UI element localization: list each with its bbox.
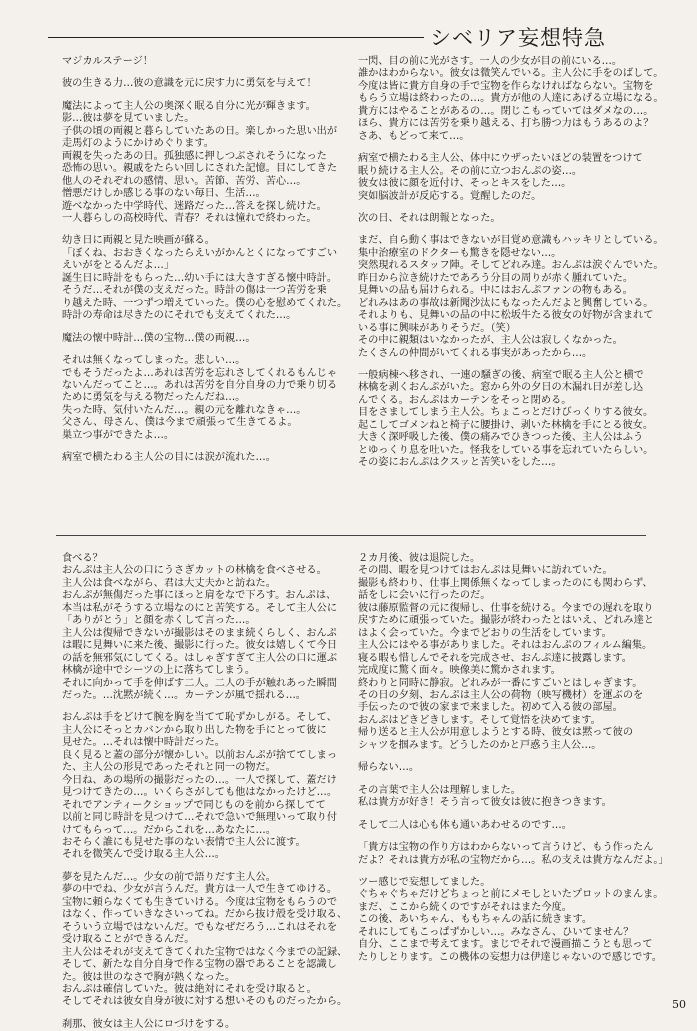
lower-right-column	[358, 553, 678, 1013]
paragraph: おんぷは手をどけて腕を胸を当てて恥ずかしがる。そして、 主人公にそっとカバンから取り出した物を手にとって彼に 見せた。…それは懐中時計だった。 良く見ると蓋の部分が懐かしい。以前おんぷが捨ててしまっ た、主人公の形見であったそれと同一の物だ。 今日ね、あの場所の撮影だったの…。一人で探して、蓋だけ 見つけてきたの…。いくらさがしても他はなかったけど…。 それでアンティークショップで同じものを前から探してて 以前と同じ時計を見つけて…それで急いで無理いって取り付 けてもらって…。だからこれを…あなたに…。 おそらく誰にも見せた事のない表情で主人公に渡す。 それを微笑んで受け取る主人公…。	[62, 712, 338, 861]
paragraph: 帰らない…。	[358, 762, 420, 774]
paragraph: 病室で横たわる主人公、体中にウザったいほどの装置をつけて 眠り続ける主人公。その前に立つおんぷの姿…。 彼女は彼に顔を近付け、そっとキスをした…。 突如脳波計が反応する。覚醒したのだ。	[358, 153, 643, 202]
section-divider	[56, 535, 646, 536]
paragraph: 病室で横たわる主人公の目には涙が流れた…。	[62, 452, 276, 464]
lower-left-column	[62, 553, 354, 1030]
paragraph: 刹那、彼女は主人公にロづけをする。	[62, 1018, 236, 1030]
paragraph: 食べる？ おんぷは主人公の口にうさぎカットの林檎を食べさせる。 主人公は食べながら、君は大丈夫かと訪ねた。 おんぷが無傷だった事にほっと肩をなで下ろす。おんぷは、 本当は私がそうする立場なのにと苦笑する。そして主人公に 「ありがとう」と顔を赤くして言った…。 主人公は復帰できないが撮影はそのまま続くらしく、おんぷ は暇に見舞いに来た後、撮影に行った。彼女は嬉しくて今日 の話を無邪気にしてくる。はしゃぎすぎて主人公の口に運ぶ 林檎が途中でシーツの上に落ちてしまう。 それに向かって手を伸ばす二人。二人の手が触れあった瞬間 だった。…沈黙が続く…。カーテンが風で揺れる…。	[62, 553, 338, 701]
upper-left-column	[62, 56, 352, 526]
paragraph: ツー感じで妄想してました。 ぐちゃぐちゃだけどちょっと前にメモしといたプロットのまんま。 まだ、ここから続くのですがそれはまた今度。 この後、あいちゃん、ももちゃんの話に続きます。 それにしてもこっぱずかしい…。みなさん、ひいてません？ 自分、ここまで考えてます。まじでそれで漫画描こうとも思って たりしとります。この機体の妄想力は伊達じゃないので感じです。	[358, 876, 664, 963]
page-title: シベリア妄想特急	[430, 26, 606, 50]
paragraph: そして二人は心も体も通いあわせるのです…。	[358, 819, 572, 831]
paragraph: 彼の生きる力…彼の意識を元に戻す力に勇気を与えて！	[62, 78, 317, 90]
page-number: 50	[672, 998, 686, 1011]
paragraph: 次の日、それは朗報となった。	[358, 212, 501, 224]
title-rule	[48, 37, 424, 38]
paragraph: 「貴方は宝物の作り方はわからないって言うけど、もう作ったん だよ？それは貴方が私の宝物だから…。私の支えは貴方なんだよ。」	[358, 842, 669, 866]
paragraph: それは無くなってしまった。悲しい…。 でもそうだったよ…あれは苦労を忘れさしてくれるもんじゃ ないんだってこと…。あれは苦労を自分自身の力で乗り切る ために勇気を与える物だったんだね…。 失った時、気付いたんだ…。親の元を離れなきゃ…。 父さん、母さん、僕は今まで頑張って生きてるよ。 巣立つ事ができたよ…。	[62, 355, 338, 441]
paragraph: 魔法によって主人公の奥深く眠る自分に光が輝きます。 影…彼は夢を見ていました。 子供の頃の両親と暮らしていたあの日。楽しかった思い出が 走馬灯のようにかけめぐります。 両親を失ったあの日。孤独感に押しつぶされそうになった 恐怖の思い。親戚をたらい回しにされた記憶。目にしてきた 他人のそれぞれの感情、思い。苦節、苦労、苦心…。 憎悪だけしか感じる事のない毎日、生活…。 遊べなかった中学時代、迷路だった…答えを探し続けた。 一人暮らしの高校時代、青春？それは憧れで終わった。	[62, 100, 338, 224]
paragraph: その言葉で主人公は理解しました。 私は貴方が好き！そう言って彼女は彼に抱きつきます。	[358, 784, 612, 809]
paragraph: マジカルステージ！	[62, 56, 153, 67]
paragraph: 一閃、目の前に光がさす。一人の少女が目の前にいる…。 誰かはわからない。彼女は微笑んでいる。主人公に手をのばして。 今度は皆に貴方自身の手で宝物を作らなければならない。宝物を もらう立場は終わったの…。貴方が他の人達にあげる立場になる。 貴方にはやることがあるの…。閉じこもっていてはダメなの…。 ほら、貴方には苦労を乗り越える、打ち勝つ力はもうあるのよ？ さあ、もどって来て…。	[358, 56, 664, 142]
paragraph: 夢を見たんだ…。少女の前で語りだす主人公。 夢の中でね、少女が言うんだ。貴方は一人で生きてゆける。 宝物に頼らなくても生きていける。今度は宝物をもらうので はなく、作っていきなさいってね。だから抜け殻を受け取る、 そういう立場ではないんだ。でもなぜだろう…これはそれを 受け取ることができるんだ。 主人公はそれが支えてきてくれた宝物ではなく今までの記録、 そして、新たな自分自身で作る宝物の器であることを認識し た。彼は世のなさで胸が熱くなった。 おんぷは確信していた。彼は絶対にそれを受け取ると。 そしてそれは彼女自身が彼に対する想いそのものだったから。	[62, 871, 348, 1008]
upper-right-column	[358, 56, 678, 526]
paragraph: ２カ月後、彼は退院した。 その間、暇を見つけてはおんぷは見舞いに訪れていた。 撮影も終わり、仕事上関係無くなってしまったのにも関わらず、 話をしに会いに行ったのだ。 彼は藤原監督の元に復帰し、仕事を続ける。今までの遅れを取り 戻すために頑張っていた。撮影が終わったとはいえ、どれみ達と はよく会っていた。今までどおりの生活をしています。 主人公にはやる事がありました。それはおんぷのフィルム編集。 寝る暇も惜しんでそれを完成させ、おんぷ達に披露します。 完成度に驚く面々。映像美に驚かされます。 終わりと同時に静寂。どれみが一番にすごいとはしゃぎます。 その日の夕刻、おんぷは主人公の荷物（映写機材）を運ぶのを 手伝ったので彼の家まで来ました。初めて入る彼の部屋。 おんぷはどきどきします。そして覚悟を決めてます。 帰り送ると主人公が用意しようとする時、彼女は黙って彼の シャツを掴みます。どうしたのかと戸惑う主人公…。	[358, 553, 654, 751]
paragraph: 幼き日に両親と見た映画が蘇る。 「ぼくね、おおきくなったらえいがかんとくになってすごい えいがをとるんだよ…」 誕生日に時計をもらった…幼い手には大きすぎる懐中時計。 そうだ…それが僕の支えだった。時計の傷は一つ苦労を乗 り越えた時、一つずつ増えていった。僕の心を慰めてくれた。 時計の寿命は尽きたのにそれでも支えてくれた…。	[62, 235, 348, 322]
paragraph: 魔法の懐中時計…僕の宝物…僕の両親…。	[62, 332, 256, 344]
paragraph: まだ、自ら動く事はできないが目覚め意識もハッキリとしている。 集中治療室のドクターも驚きを隠せない…。 突然現れるスタッフ陣。そしてどれみ達。おんぷは涙ぐんでいた。 昨日から泣き続けたであろう分目の周りが赤く腫れていた。 見舞いの品も届けられる。中にはおんぷファンの物もある。 どれみはあの事故は新聞沙汰にもなったんだよと興奮している。 それよりも、見舞いの品の中に松坂牛たる彼女の好物が含まれて いる事に興味がありそうだ。（笑） その中に親類はいなかったが、主人公は寂しくなかった。 たくさんの仲間がいてくれる事実があったから…。	[358, 235, 664, 359]
paragraph: 一般病棟へ移され、一連の騒ぎの後、病室で眠る主人公と横で 林檎を剥くおんぷがいた。窓から外の夕日の木漏れ日が差し込 んでくる。おんぷはカーテンをそっと閉める。 目をさましてしまう主人公。ちょこっとだけびっくりする彼女。 起こしてゴメンねと椅子に腰掛け、剥いた林檎を手にとる彼女。 大きく深呼吸した後、僕の痛みでひきつった後、主人公はふう とゆっくり息を吐いた。怪我をしている事を忘れていたらしい。 その姿におんぷはクスッと苦笑いをした…。	[358, 369, 654, 469]
